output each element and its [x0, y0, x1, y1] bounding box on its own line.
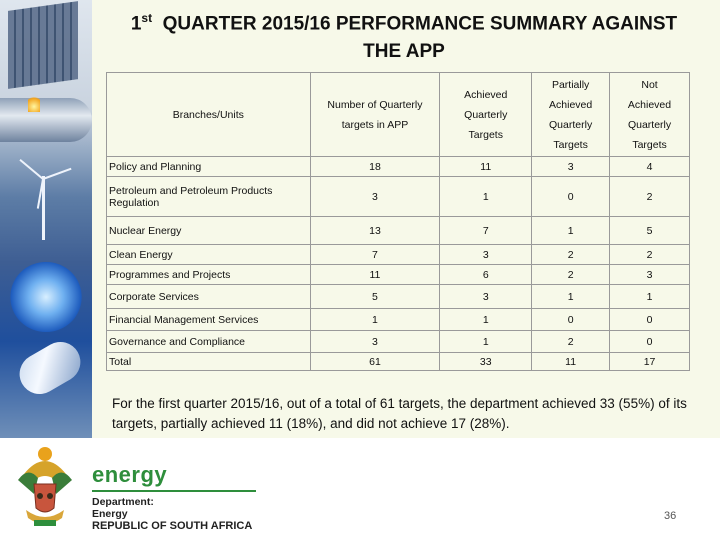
solar-panel-image	[8, 1, 78, 89]
page-number: 36	[664, 510, 677, 522]
summary-paragraph: For the first quarter 2015/16, out of a total of 61 targets, the department achieved 33 (55%) of its targets, partially achieved 11 (18%), and did not achieve 17 (28%).	[112, 396, 687, 431]
flame-icon	[28, 94, 40, 112]
performance-summary-table	[106, 72, 690, 371]
table-row: Policy and Planning 18 11 3 4	[107, 157, 690, 177]
table-row: Governance and Compliance 3 1 2 0	[107, 331, 690, 353]
table-row: Corporate Services 5 3 1 1	[107, 285, 690, 309]
nuclear-glow-image	[10, 262, 82, 332]
header-partially-achieved: Partially Achieved Quarterly Targets	[532, 73, 610, 157]
header-branches: Branches/Units	[107, 73, 311, 157]
department-branding: energy Department: Energy REPUBLIC OF SOUTH AFRICA	[92, 462, 256, 532]
coat-of-arms-icon	[14, 444, 76, 532]
table-row: Nuclear Energy 13 7 1 5	[107, 217, 690, 245]
decorative-energy-strip	[0, 0, 92, 438]
table-row-total: Total 61 33 11 17	[107, 353, 690, 371]
pipeline-image	[0, 98, 92, 142]
slide-title: 1st QUARTER 2015/16 PERFORMANCE SUMMARY AGAINST THE APP	[130, 11, 678, 63]
header-achieved: Achieved Quarterly Targets	[440, 73, 532, 157]
footer	[0, 438, 720, 540]
header-not-achieved: Not Achieved Quarterly Targets	[610, 73, 690, 157]
table-row: Clean Energy 7 3 2 2	[107, 245, 690, 265]
header-number-targets: Number of Quarterly targets in APP	[310, 73, 440, 157]
table-row: Programmes and Projects 11 6 2 3	[107, 265, 690, 285]
table-row: Financial Management Services 1 1 0 0	[107, 309, 690, 331]
table-row: Petroleum and Petroleum Products Regulation 3 1 0 2	[107, 177, 690, 217]
fuel-rod-image	[12, 335, 87, 402]
